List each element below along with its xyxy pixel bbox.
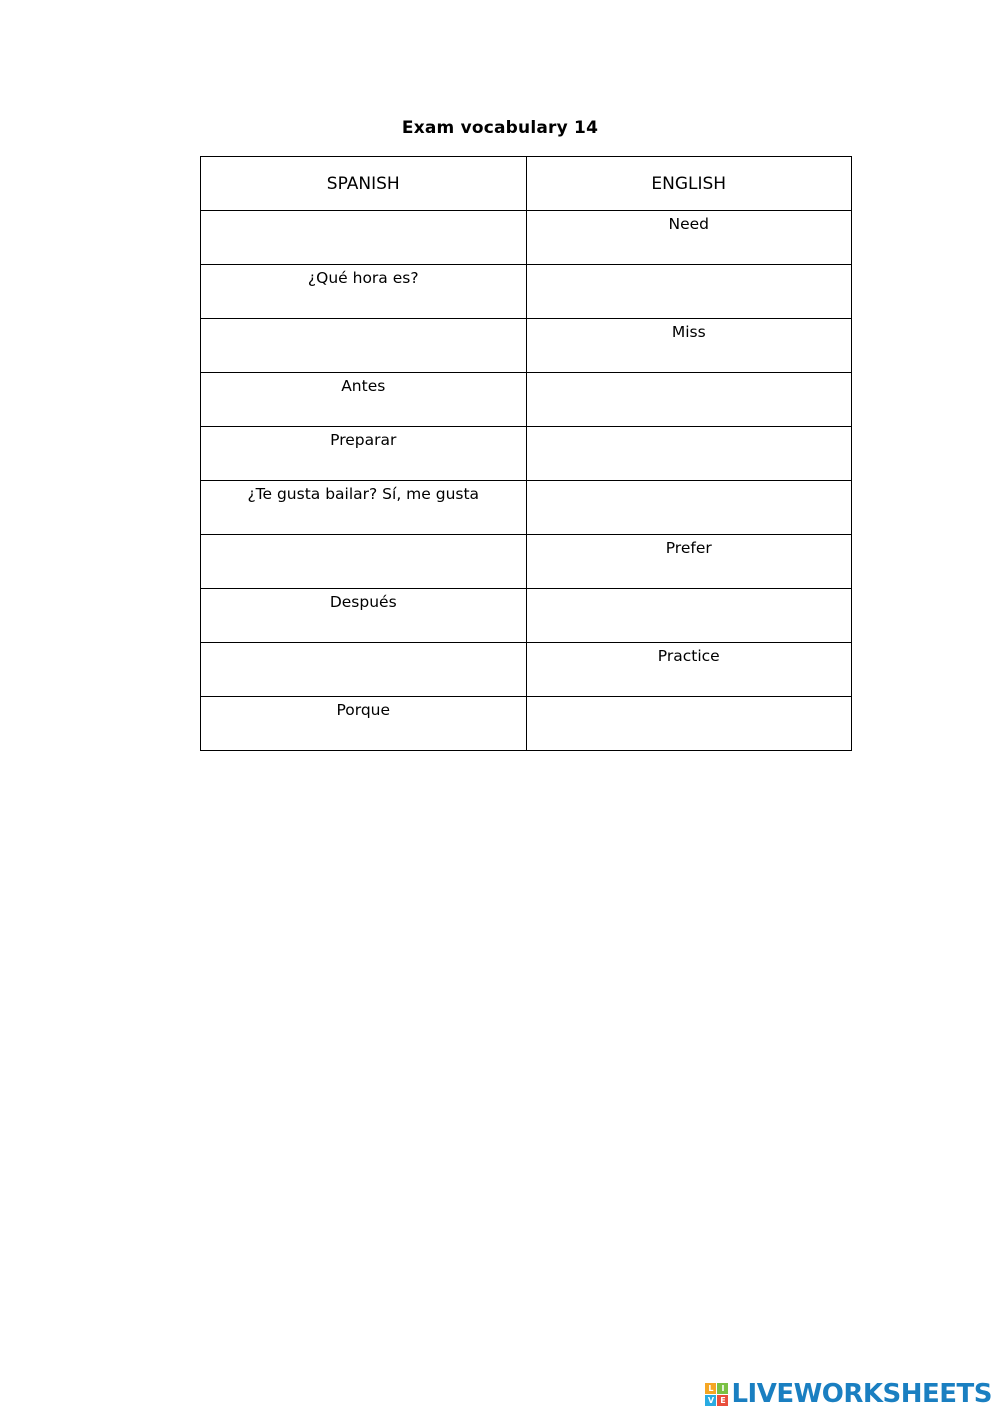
english-cell[interactable]: Practice — [526, 643, 852, 697]
table-row — [201, 697, 852, 751]
vocabulary-table — [200, 156, 852, 751]
table-row — [201, 265, 852, 319]
spanish-cell[interactable] — [201, 211, 527, 265]
table-row — [201, 373, 852, 427]
spanish-cell[interactable]: Preparar — [201, 427, 527, 481]
column-header-english: ENGLISH — [526, 157, 852, 211]
table-row — [201, 211, 852, 265]
english-cell[interactable]: Prefer — [526, 535, 852, 589]
spanish-cell[interactable] — [201, 643, 527, 697]
table-row — [201, 427, 852, 481]
table-row — [201, 319, 852, 373]
spanish-cell[interactable] — [201, 319, 527, 373]
spanish-cell[interactable]: Porque — [201, 697, 527, 751]
english-cell[interactable] — [526, 589, 852, 643]
spanish-cell[interactable]: Después — [201, 589, 527, 643]
english-cell[interactable] — [526, 265, 852, 319]
liveworksheets-logo — [705, 1379, 992, 1409]
english-cell[interactable]: Need — [526, 211, 852, 265]
english-cell[interactable] — [526, 427, 852, 481]
spanish-cell[interactable]: ¿Qué hora es? — [201, 265, 527, 319]
spanish-cell[interactable]: ¿Te gusta bailar? Sí, me gusta — [201, 481, 527, 535]
page-title: Exam vocabulary 14 — [401, 118, 599, 138]
table-header-row — [201, 157, 852, 211]
column-header-spanish: SPANISH — [201, 157, 527, 211]
english-cell[interactable] — [526, 481, 852, 535]
liveworksheets-logo-icon: L I V E — [705, 1383, 728, 1406]
english-cell[interactable]: Miss — [526, 319, 852, 373]
table-row — [201, 535, 852, 589]
spanish-cell[interactable]: Antes — [201, 373, 527, 427]
english-cell[interactable] — [526, 697, 852, 751]
table-row — [201, 643, 852, 697]
spanish-cell[interactable] — [201, 535, 527, 589]
english-cell[interactable] — [526, 373, 852, 427]
brand-name: LIVEWORKSHEETS — [731, 1379, 992, 1409]
table-row — [201, 589, 852, 643]
table-row — [201, 481, 852, 535]
